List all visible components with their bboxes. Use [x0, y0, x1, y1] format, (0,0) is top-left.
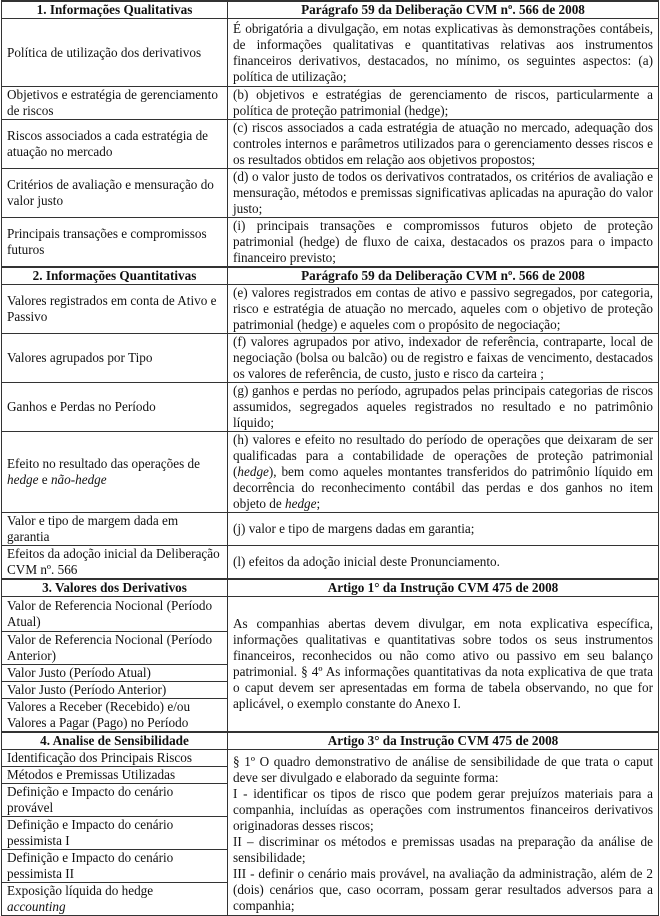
row-text: (l) efeitos da adoção inicial deste Pronunciamento. — [228, 546, 659, 580]
row-item: Riscos associados a cada estratégia de atuação no mercado — [2, 120, 228, 169]
section-source: Artigo 3° da Instrução CVM 475 de 2008 — [228, 732, 659, 750]
row-item: Identificação dos Principais Riscos — [2, 750, 228, 767]
table-row — [2, 750, 659, 767]
table-row — [2, 87, 659, 120]
item-italic: hedge — [7, 472, 39, 487]
row-text: (c) riscos associados a cada estratégia de atuação no mercado, adequação dos controles internos e parâmetros utilizados para o gerenciamento desses riscos e os resultados obtidos em relação aos objetivos propostos; — [228, 120, 659, 169]
row-item: Principais transações e compromissos futuros — [2, 218, 228, 268]
text-line: II – discriminar os métodos e premissas usadas na preparação da análise de sensibilidade; — [233, 834, 653, 865]
row-text: (b) objetivos e estratégias de gerenciamento de riscos, particularmente a política de proteção patrimonial (hedge); — [228, 87, 659, 120]
row-text: (i) principais transações e compromissos futuros objeto de proteção patrimonial (hedge) de fluxo de caixa, destacados os prazos para o impacto financeiro previsto; — [228, 218, 659, 268]
row-item: Valor de Referencia Nocional (Período Atual) — [2, 597, 228, 632]
text-line: III - definir o cenário mais provável, na avaliação da administração, além de 2 (dois) cenários que, caso ocorram, possam gerar resultados adversos para a companhia; — [233, 866, 653, 913]
derivatives-disclosure-table — [1, 0, 659, 916]
row-text: É obrigatória a divulgação, em notas explicativas às demonstrações contábeis, de informações qualitativas e quantitativas relativas aos instrumentos financeiros derivativos, destacados, no mínimo, os seguintes aspectos: (a) política de utilização; — [228, 19, 659, 87]
text-italic: hedge — [237, 464, 269, 479]
text-line: I - identificar os tipos de risco que podem gerar prejuízos materiais para a companhia, incluídas as operações com instrumentos financeiros derivativos originadoras desses riscos; — [233, 786, 653, 833]
row-item: Valores a Receber (Recebido) e/ou Valores a Pagar (Pago) no Período — [2, 699, 228, 733]
row-text: (d) o valor justo de todos os derivativos contratados, os critérios de avaliação e mensuração, métodos e premissas significativas aplicadas na apuração do valor justo; — [228, 169, 659, 218]
text-italic: hedge — [285, 496, 317, 511]
row-item: Valores agrupados por Tipo — [2, 334, 228, 383]
table-row — [2, 383, 659, 432]
table-row — [2, 169, 659, 218]
section-source: Artigo 1° da Instrução CVM 475 de 2008 — [228, 579, 659, 597]
table-row — [2, 432, 659, 513]
row-item: Efeitos da adoção inicial da Deliberação CVM nº. 566 — [2, 546, 228, 580]
table-row — [2, 334, 659, 383]
text-part: (h) valores e efeito no resultado do período de operações que deixaram de ser qualificadas para a contabilidade de operações de proteção patrimonial ( — [233, 432, 653, 479]
section-title: 3. Valores dos Derivativos — [2, 579, 228, 597]
row-item: Critérios de avaliação e mensuração do valor justo — [2, 169, 228, 218]
row-item: Valor de Referencia Nocional (Período Anterior) — [2, 632, 228, 665]
section-source: Parágrafo 59 da Deliberação CVM nº. 566 de 2008 — [228, 267, 659, 285]
row-item: Política de utilização dos derivativos — [2, 19, 228, 87]
table-row — [2, 513, 659, 546]
row-text — [228, 432, 659, 513]
table-row — [2, 218, 659, 268]
row-item: Definição e Impacto do cenário provável — [2, 784, 228, 817]
table-row — [2, 285, 659, 334]
item-italic: accounting — [7, 899, 66, 914]
text-line: § 1º O quadro demonstrativo de análise de sensibilidade de que trata o caput deve ser divulgado e elaborado da seguinte forma: — [233, 754, 653, 785]
item-italic: não-hedge — [50, 472, 107, 487]
row-item: Objetivos e estratégia de gerenciamento de riscos — [2, 87, 228, 120]
text-part: ), bem como aqueles montantes transferidos do patrimônio líquido em decorrência do reconhecimento contábil das perdas e dos ganhos no item objeto de — [233, 464, 653, 511]
row-item: Valor Justo (Período Anterior) — [2, 682, 228, 699]
section-title: 4. Analise de Sensibilidade — [2, 732, 228, 750]
table-row — [2, 19, 659, 87]
row-text: (f) valores agrupados por ativo, indexador de referência, contraparte, local de negociação (bolsa ou balcão) ou de registro e faixas de vencimento, destacados os valores de referência, de custo, justo e risco da carteira ; — [228, 334, 659, 383]
row-item: Valor e tipo de margem dada em garantia — [2, 513, 228, 546]
section-title: 1. Informações Qualitativas — [2, 1, 228, 19]
row-item: Definição e Impacto do cenário pessimista I — [2, 817, 228, 850]
row-item: Valor Justo (Período Atual) — [2, 665, 228, 682]
section-title: 2. Informações Quantitativas — [2, 267, 228, 285]
item-text: Efeito no resultado das operações de — [7, 456, 200, 471]
row-text: (g) ganhos e perdas no período, agrupados pelas principais categorias de riscos assumidos, segregados aqueles registrados no resultado e no patrimônio líquido; — [228, 383, 659, 432]
section-source: Parágrafo 59 da Deliberação CVM nº. 566 de 2008 — [228, 1, 659, 19]
text-part: ; — [316, 496, 321, 511]
table-row — [2, 546, 659, 580]
row-item: Ganhos e Perdas no Período — [2, 383, 228, 432]
table-row — [2, 120, 659, 169]
item-text: e — [38, 472, 51, 487]
table-row — [2, 597, 659, 632]
row-item — [2, 432, 228, 513]
row-text: (j) valor e tipo de margens dadas em garantia; — [228, 513, 659, 546]
row-item: Valores registrados em conta de Ativo e Passivo — [2, 285, 228, 334]
row-item — [2, 883, 228, 916]
row-item: Definição e Impacto do cenário pessimista II — [2, 850, 228, 883]
row-text: As companhias abertas devem divulgar, em nota explicativa específica, informações qualitativas e quantitativas sobre todos os seus instrumentos financeiros, reconhecidos ou não como ativo ou passivo em seu balanço patrimonial. § 4º As informações quantitativas da nota explicativa de que trata o caput devem ser apresentadas em forma de tabela observando, no que for aplicável, o exemplo constante do Anexo I. — [228, 597, 659, 733]
row-text: (e) valores registrados em contas de ativo e passivo segregados, por categoria, risco e estratégia de atuação no mercado, aqueles com o objetivo de proteção patrimonial (hedge) e aqueles com o propósito de negociação; — [228, 285, 659, 334]
row-text — [228, 750, 659, 916]
item-text: Exposição líquida do hedge — [7, 883, 154, 898]
row-item: Métodos e Premissas Utilizadas — [2, 767, 228, 784]
